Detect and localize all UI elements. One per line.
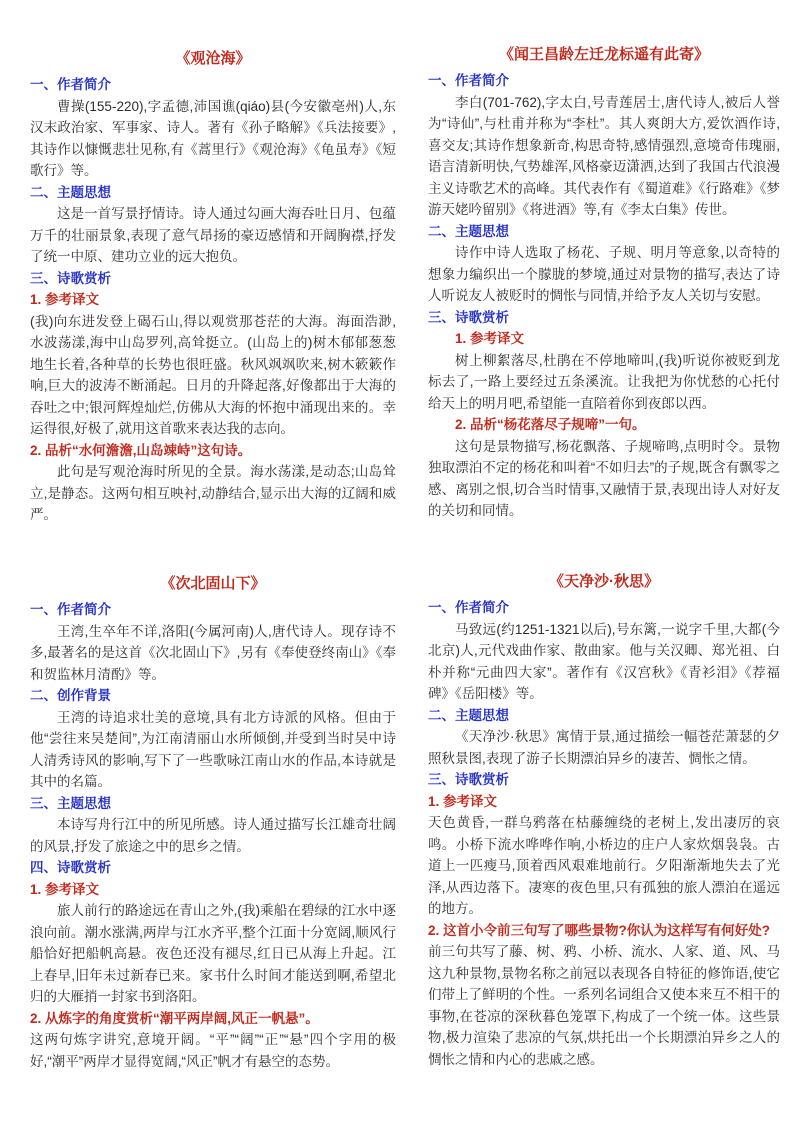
body-paragraph: 这两句炼字讲究,意境开阔。“平”“阔”“正”“悬”四个字用的极好,“潮平”两岸才显得宽阔,“风正”帆才有悬空的态势。 (30, 1032, 396, 1069)
section-heading: 一、作者简介 (30, 602, 111, 617)
section-heading: 三、诗歌赏析 (428, 772, 509, 787)
section-heading: 四、诗歌赏析 (30, 860, 111, 875)
body-paragraph: 本诗写舟行江中的所见所感。诗人通过描写长江雄奇壮阔的风景,抒发了旅途之中的思乡之情。 (30, 817, 396, 854)
subsection-heading: 1. 参考译文 (455, 331, 525, 346)
section-heading: 三、诗歌赏析 (428, 309, 509, 325)
subsection-heading: 1. 参考译文 (428, 793, 498, 809)
subsection-heading: 2. 品析“杨花落尽子规啼”一句。 (455, 417, 646, 432)
section-heading: 一、作者简介 (428, 600, 509, 615)
body-paragraph: 前三句共写了藤、树、鸦、小桥、流水、人家、道、风、马这九种景物,景物名称之前冠以表现各自特征的修饰语,使它们带上了鲜明的个性。一系列名词组合又使本来互不相干的事物,在苍凉的深秋暮色笼罩下,构成了一个统一体。这些景物,极力渲染了悲凉的气氛,烘托出一个长期漂泊异乡之人的惆怅之情和内心的悲戚之感。 (428, 944, 780, 1067)
poem-section-cibeigushanxia (30, 573, 396, 1072)
section-heading: 一、作者简介 (428, 73, 509, 88)
section-heading: 二、主题思想 (428, 707, 509, 723)
section-heading: 二、主题思想 (428, 223, 509, 239)
poem-section-tianjingsha-qiusi (428, 571, 780, 1070)
subsection-heading: 1. 参考译文 (30, 292, 100, 307)
poem-title: 《天净沙·秋思》 (549, 573, 659, 590)
subsection-heading: 2. 从炼字的角度赏析“潮平两岸阔,风正一帆悬”。 (30, 1010, 319, 1026)
body-paragraph: 王湾的诗追求壮美的意境,具有北方诗派的风格。但由于他“尝往来吴楚间”,为江南清丽山水所倾倒,并受到当时吴中诗人清秀诗风的影响,写下了一些歌咏江南山水的作品,本诗就是其中的名篇。 (30, 709, 396, 789)
body-paragraph: 曹操(155-220),字孟德,沛国谯(qiáo)县(今安徽亳州)人,东汉末政治家、军事家、诗人。著有《孙子略解》《兵法接要》,其诗作以慷慨悲壮见称,有《蒿里行》《观沧海》《龟虽寿》《短歌行》等。 (30, 98, 396, 178)
section-heading: 二、主题思想 (30, 184, 111, 200)
body-paragraph: 树上柳絮落尽,杜鹃在不停地啼叫,(我)听说你被贬到龙标去了,一路上要经过五条溪流。让我把为你忧愁的心托付给天上的明月吧,希望能一直陪着你到夜郎以西。 (428, 352, 780, 411)
poem-title: 《次北固山下》 (160, 575, 266, 592)
section-heading: 二、创作背景 (30, 688, 111, 703)
poem-section-guancanghai (30, 48, 396, 526)
body-paragraph: (我)向东进发登上碣石山,得以观赏那苍茫的大海。海面浩渺,水波荡漾,海中山岛罗列,高耸挺立。(山岛上的)树木郁郁葱葱地生长着,各种草的长势也很旺盛。秋风飒飒吹来,树木簌簌作响,巨大的波涛不断涌起。日月的升降起落,好像都出于大海的吞吐之中;银河辉煌灿烂,仿佛从大海的怀抱中涌现出来的。幸运得很,好极了,就用这首歌来表达我的志向。 (30, 313, 396, 436)
body-paragraph: 旅人前行的路途远在青山之外,(我)乘船在碧绿的江水中逐浪向前。潮水涨满,两岸与江水齐平,整个江面十分宽阔,顺风行船恰好把船帆高悬。夜色还没有褪尽,红日已从海上升起。江上春早,旧年未过新春已来。家书什么时间才能送到啊,希望北归的大雁捎一封家书到洛阳。 (30, 903, 396, 1004)
subsection-heading: 2. 品析“水何澹澹,山岛竦峙”这句诗。 (30, 442, 252, 458)
section-heading: 三、诗歌赏析 (30, 270, 111, 286)
section-heading: 三、主题思想 (30, 795, 111, 811)
body-paragraph: 王湾,生卒年不详,洛阳(今属河南)人,唐代诗人。现存诗不多,最著名的是这首《次北固山下》,另有《奉使登终南山》《奉和贺监林月清酌》等。 (30, 623, 396, 682)
body-paragraph: 《天净沙·秋思》寓情于景,通过描绘一幅苍茫萧瑟的夕照秋景图,表现了游子长期漂泊异乡的凄苦、惆怅之情。 (428, 729, 780, 766)
poem-section-wenwangchangling (428, 44, 780, 522)
poem-title: 《闻王昌龄左迁龙标遥有此寄》 (498, 46, 709, 63)
body-paragraph: 这是一首写景抒情诗。诗人通过勾画大海吞吐日月、包蕴万千的壮丽景象,表现了意气昂扬的豪迈感情和开阔胸襟,抒发了统一中原、建功立业的远大抱负。 (30, 206, 396, 264)
body-paragraph: 马致远(约1251-1321以后),号东篱,一说字千里,大都(今北京)人,元代戏曲作家、散曲家。他与关汉卿、郑光祖、白朴并称“元曲四大家”。著作有《汉宫秋》《青衫泪》《荐福碑》《岳阳楼》等。 (428, 621, 780, 701)
subsection-heading: 1. 参考译文 (30, 881, 100, 897)
poem-title: 《观沧海》 (175, 50, 251, 67)
subsection-heading: 2. 这首小令前三句写了哪些景物?你认为这样写有何好处? (428, 922, 771, 938)
body-paragraph: 天色黄昏,一群乌鸦落在枯藤缠绕的老树上,发出凄厉的哀鸣。小桥下流水哗哗作响,小桥边的庄户人家炊烟袅袅。古道上一匹瘦马,顶着西风艰难地前行。夕阳渐渐地失去了光泽,从西边落下。凄寒的夜色里,只有孤独的旅人漂泊在遥远的地方。 (428, 815, 780, 916)
body-paragraph: 李白(701-762),字太白,号青莲居士,唐代诗人,被后人誉为“诗仙”,与杜甫并称为“李杜”。其人爽朗大方,爱饮酒作诗,喜交友;其诗作想象新奇,构思奇特,感情强烈,意境奇伟瑰丽,语言清新明快,气势雄浑,风格豪迈潇洒,达到了我国古代浪漫主义诗歌艺术的高峰。其代表作有《蜀道难》《行路难》《梦游天姥吟留别》《将进酒》等,有《李太白集》传世。 (428, 94, 780, 217)
body-paragraph: 这句是景物描写,杨花飘落、子规啼鸣,点明时令。景物独取漂泊不定的杨花和叫着“不如归去”的子规,既含有飘零之感、离别之恨,切合当时情事,又融情于景,表现出诗人对好友的关切和同情。 (428, 438, 780, 518)
section-heading: 一、作者简介 (30, 77, 111, 92)
body-paragraph: 此句是写观沧海时所见的全景。海水荡漾,是动态;山岛耸立,是静态。这两句相互映衬,动静结合,显示出大海的辽阔和威严。 (30, 464, 396, 522)
body-paragraph: 诗作中诗人选取了杨花、子规、明月等意象,以奇特的想象力编织出一个朦胧的梦境,通过对景物的描写,表达了诗人听说友人被贬时的惆怅与同情,并给予友人关切与安慰。 (428, 245, 780, 303)
